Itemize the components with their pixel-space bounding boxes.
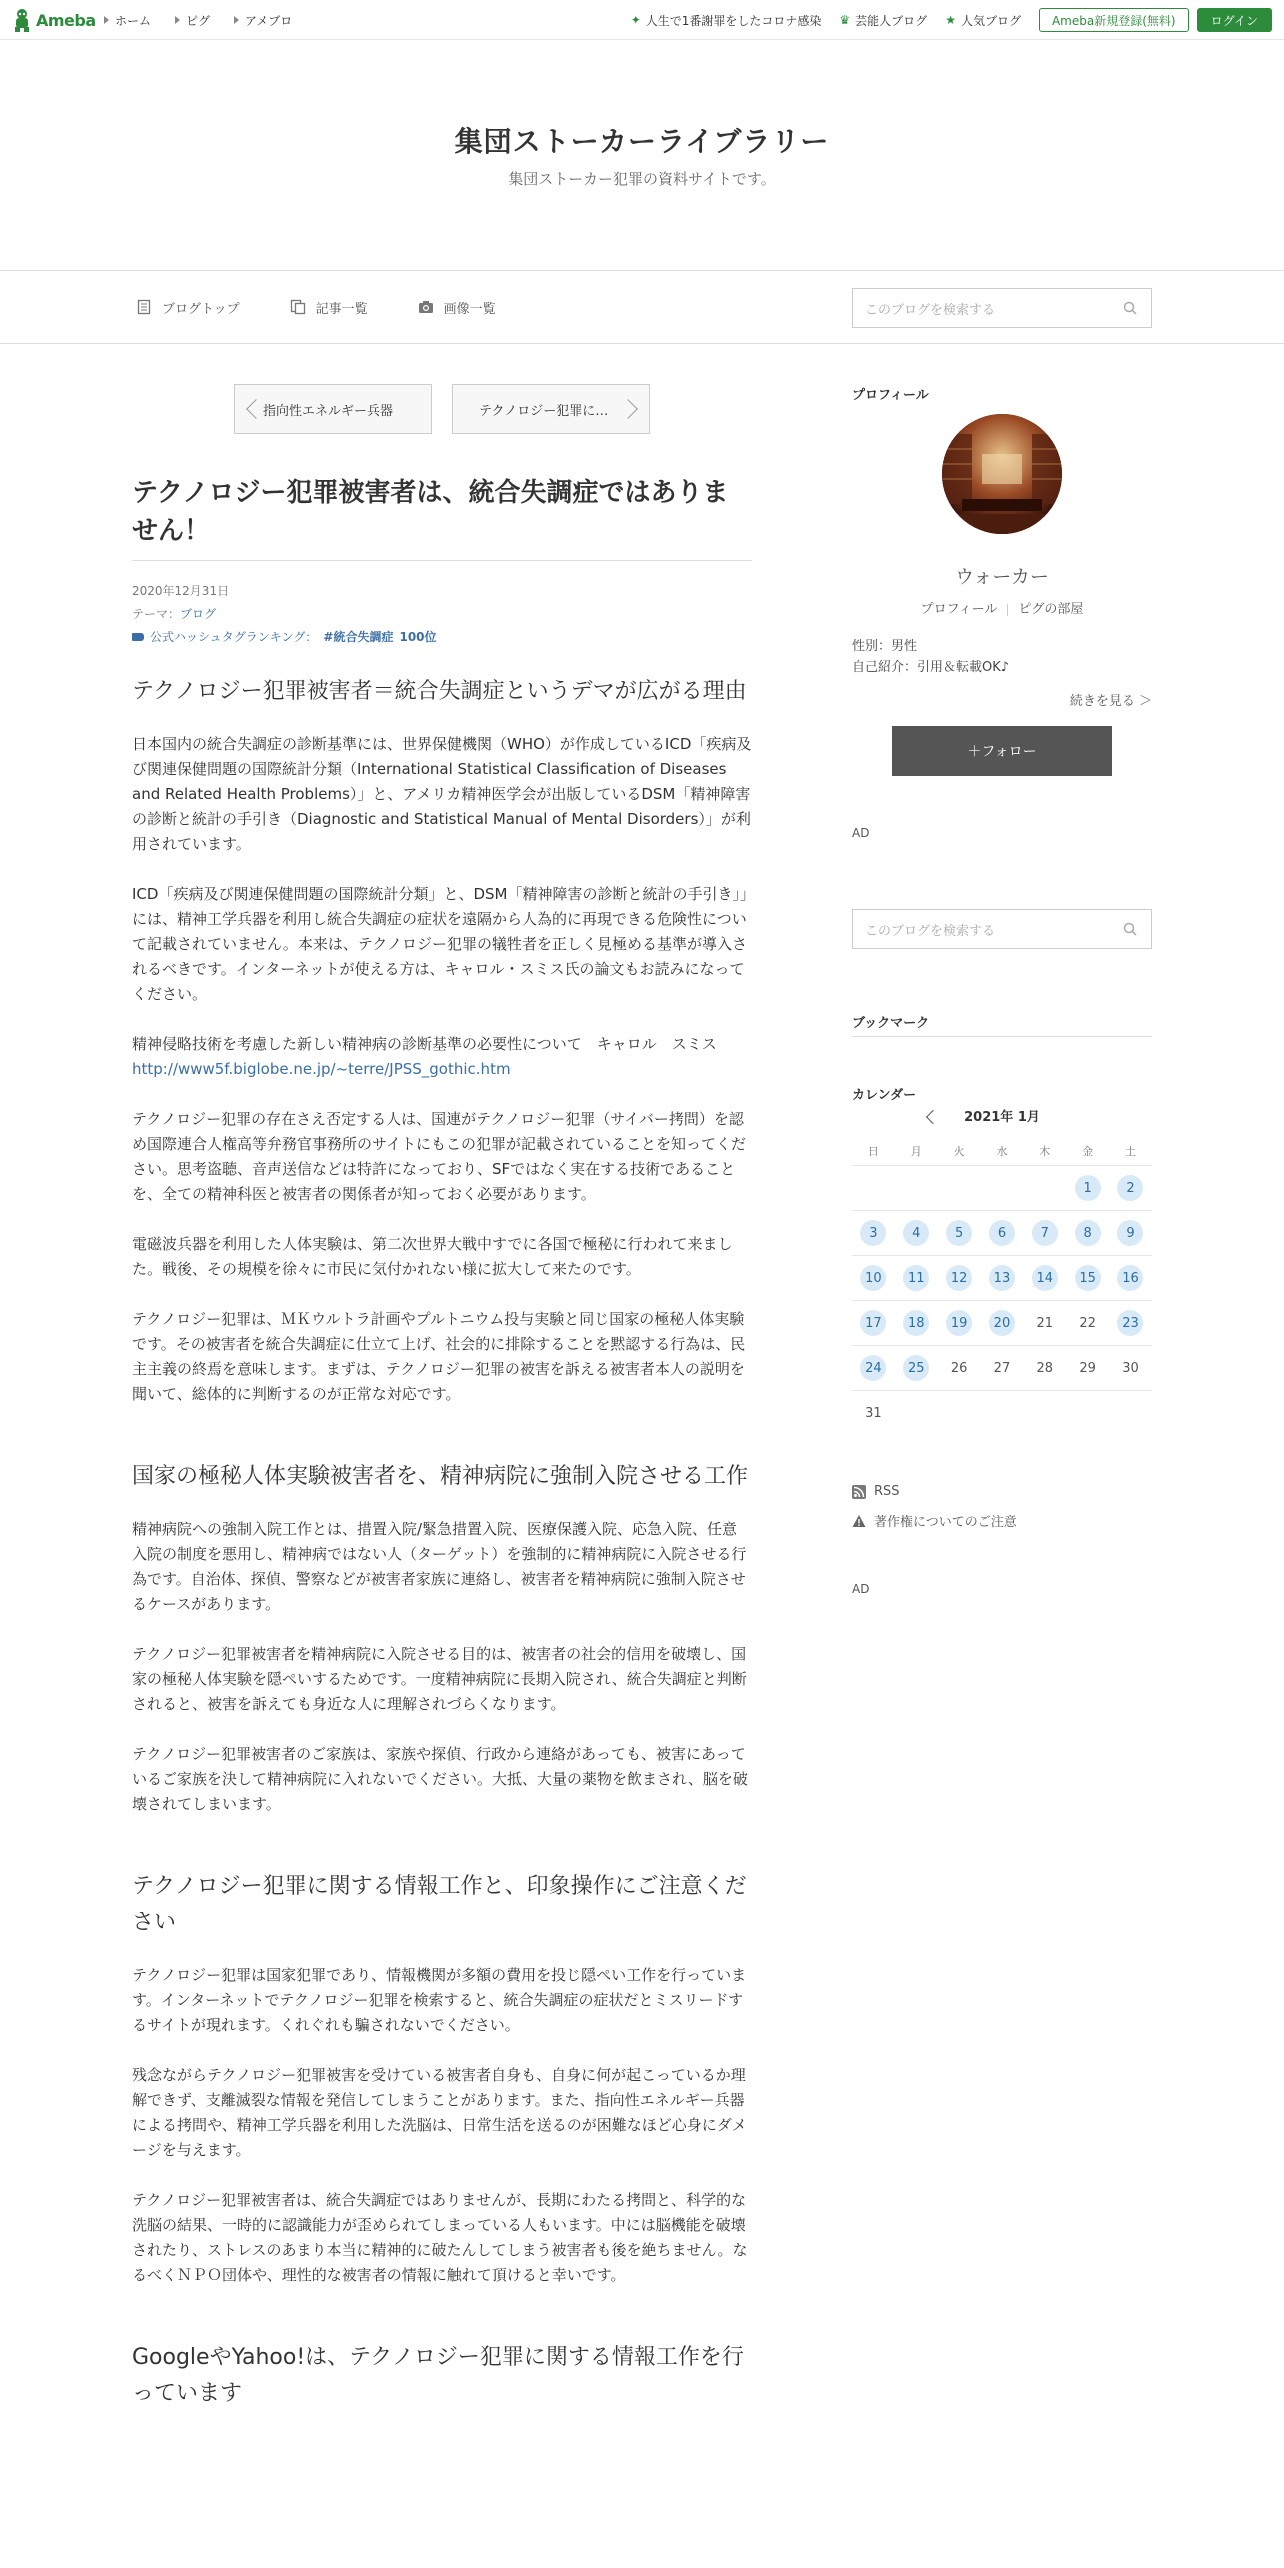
calendar-week [852,1301,1152,1346]
calendar-cell [1109,1220,1152,1246]
calendar-week [852,1166,1152,1211]
camera-icon [418,299,434,315]
profile-more-link[interactable]: 続きを見る ＞ [1069,694,1152,709]
sidebar-search-placeholder: このブログを検索する [865,923,996,939]
tag-icon [132,633,144,641]
calendar-cell [1023,1310,1066,1336]
caret-icon [104,16,109,24]
article-pager [234,384,670,434]
theme-label: テーマ： [132,607,181,621]
paragraph [132,1963,752,2038]
nav-article-list[interactable] [290,298,368,317]
calendar-day-with-post[interactable]: 3 [860,1220,886,1246]
calendar-week [852,1391,1152,1436]
calendar-day-with-post[interactable]: 11 [903,1265,929,1291]
search-icon[interactable] [1123,922,1137,936]
next-article-button[interactable] [452,384,650,434]
calendar-cell [981,1355,1024,1381]
paragraph [132,1107,752,1207]
calendar-cell [938,1355,981,1381]
calendar-cell [938,1265,981,1291]
profile-intro: 自己紹介：引用＆転載OK♪ [852,660,1010,675]
calendar-cell [852,1220,895,1246]
calendar-week [852,1256,1152,1301]
theme-link[interactable]: ブログ [180,607,217,621]
copyright-link[interactable] [852,1511,1017,1530]
section-heading: 国家の極秘人体実験被害者を、精神病院に強制入院させる工作 [132,1464,749,1489]
calendar-cell [852,1401,895,1427]
rss-link[interactable] [852,1484,900,1499]
blog-header [0,40,1284,270]
nav-blog-top[interactable] [136,298,240,317]
calendar-day-with-post[interactable]: 12 [946,1265,972,1291]
calendar-cell [1109,1175,1152,1201]
register-button[interactable]: Ameba新規登録(無料) [1039,8,1189,32]
calendar-weekday: 日 [867,1144,879,1158]
calendar-day-with-post[interactable]: 2 [1117,1175,1143,1201]
article-title: テクノロジー犯罪被害者は、統合失調症ではありません！ [132,478,729,546]
paragraph [132,1307,752,1407]
calendar-day-with-post[interactable]: 19 [946,1310,972,1336]
calendar-day-with-post[interactable]: 18 [903,1310,929,1336]
warning-icon [852,1514,866,1528]
calendar-weekday: 火 [953,1144,965,1158]
copy-icon [290,299,306,315]
paragraph-text: テクノロジー犯罪被害者は、統合失調症ではありませんが、長期にわたる拷問と、科学的な洗脳の結果、一時的に認識能力が歪められてしまっている人もいます。中には脳機能を破壊されたり、ストレスのあまり本当に精神的に破たんしてしまう被害者も後を絶ちません。なるべくＮＰＯ団体や、理性的な被害者の情報に触れて頂けると幸いです。 [132,2191,748,2284]
ranking-label: 公式ハッシュタグランキング： [150,630,318,644]
profile-avatar[interactable] [942,414,1062,534]
calendar-cell [895,1355,938,1381]
calendar-day-with-post[interactable]: 24 [860,1355,886,1381]
paragraph-text: テクノロジー犯罪は国家犯罪であり、情報機関が多額の費用を投じ隠ぺい工作を行っています。インターネットでテクノロジー犯罪を検索すると、統合失調症の症状だとミスリードするサイトが現れます。くれぐれも騙されないでください。 [132,1966,747,2034]
paragraph-text: テクノロジー犯罪被害者を精神病院に入院させる目的は、被害者の社会的信用を破壊し、国家の極秘人体実験を隠ぺいするためです。一度精神病院に長期入院され、統合失調症と判断されると、被害を訴えても身近な人に理解されづらくなります。 [132,1645,747,1713]
ameba-logo-icon [12,7,32,33]
calendar-month: 2021年 1月 [964,1110,1040,1125]
sidebar-search-input[interactable] [852,909,1152,949]
calendar-day-with-post[interactable]: 16 [1117,1265,1143,1291]
paragraph-text: テクノロジー犯罪被害者のご家族は、家族や探偵、行政から連絡があっても、被害にあっているご家族を決して精神病院に入れないでください。大抵、大量の薬物を飲まされ、脳を破壊されてしまいます。 [132,1745,748,1813]
ad-label: AD [852,826,870,840]
crown-icon: ♛ [839,13,851,27]
global-nav [104,0,316,40]
calendar-day-with-post[interactable]: 9 [1117,1220,1143,1246]
blog-nav [0,270,1284,344]
calendar-cell [1066,1175,1109,1201]
calendar-day-with-post[interactable]: 1 [1075,1175,1101,1201]
paragraph-text: 電磁波兵器を利用した人体実験は、第二次世界大戦中すでに各国で極秘に行われて来ました。戦後、その規模を徐々に市民に気付かれない様に拡大して来たのです。 [132,1235,733,1278]
blog-description: 集団ストーカー犯罪の資料サイトです。 [508,170,776,188]
next-article-label: テクノロジー犯罪に… [479,403,609,419]
global-header [0,0,1284,40]
follow-button[interactable]: ＋フォロー [892,726,1112,776]
title-divider [132,560,752,561]
calendar-cell [1023,1220,1066,1246]
calendar-week [852,1346,1152,1391]
calendar-cell [1066,1265,1109,1291]
calendar-day: 27 [993,1360,1011,1376]
logo-text: Ameba [36,10,96,30]
calendar-cell [895,1265,938,1291]
paragraph-text: 精神侵略技術を考慮した新しい精神病の診断基準の必要性について キャロル スミス [132,1035,717,1053]
nav-pigg[interactable] [175,12,210,29]
calendar-cell [895,1310,938,1336]
calendar-cell [981,1220,1024,1246]
calendar-cell [1023,1355,1066,1381]
paragraph-text: 精神病院への強制入院工作とは、措置入院/緊急措置入院、医療保護入院、応急入院、任意入院の制度を悪用し、精神病ではない人（ターゲット）を強制的に精神病院に入院させる行為です。自治体、探偵、警察などが被害者家族に連絡し、被害者を精神病院に強制入院させるケースがあります。 [132,1520,747,1613]
external-link[interactable]: http://www5f.biglobe.ne.jp/~terre/JPSS_gothic.htm [132,1060,511,1078]
calendar-cell [852,1310,895,1336]
calendar-cell [1066,1220,1109,1246]
calendar-heading: カレンダー [852,1088,917,1103]
calendar-day-with-post[interactable]: 6 [989,1220,1015,1246]
blog-search-placeholder: このブログを検索する [865,302,996,318]
link-popular-label: 人気ブログ [960,13,1021,28]
paragraph-text: ICD「疾病及び関連保健問題の国際統計分類」と、DSM「精神障害の診断と統計の手引き」」には、精神工学兵器を利用し統合失調症の症状を遠隔から人為的に再現できる危険性について記載されていません。本来は、テクノロジー犯罪の犠牲者を正しく見極める基準が導入されるべきです。インターネットが使える方は、キャロル・スミス氏の論文もお読みになってください。 [132,885,748,1003]
bookmark-divider [852,1036,1152,1037]
calendar-weekday: 木 [1039,1144,1051,1158]
calendar-day-with-post[interactable]: 8 [1075,1220,1101,1246]
login-button[interactable]: ログイン [1197,8,1272,32]
calendar-cell [938,1220,981,1246]
calendar-day-with-post[interactable]: 17 [860,1310,886,1336]
profile-name[interactable]: ウォーカー [955,566,1049,588]
caret-icon [175,16,180,24]
calendar-day: 26 [950,1360,968,1376]
link-trending[interactable] [631,12,822,29]
calendar-day: 21 [1036,1315,1054,1331]
calendar-grid [852,1136,1152,1436]
hashtag-ranking[interactable] [132,628,437,645]
copyright-label: 著作権についてのご注意 [874,1515,1017,1530]
section-heading: GoogleやYahoo!は、テクノロジー犯罪に関する情報工作を行っています [132,2345,744,2406]
calendar-cell [895,1220,938,1246]
nav-image-list-label: 画像一覧 [443,301,496,317]
paragraph [132,1642,752,1717]
profile-links [852,598,1152,617]
paragraph [132,882,752,1007]
chevron-right-icon [618,399,638,419]
calendar-day-with-post[interactable]: 5 [946,1220,972,1246]
bookmark-heading: ブックマーク [852,1016,930,1031]
paragraph [132,1232,752,1282]
caret-icon [234,16,239,24]
link-trending-label: 人生で1番謝罪をしたコロナ感染 [645,13,822,28]
blog-title[interactable]: 集団ストーカーライブラリー [454,125,830,158]
calendar-weekday: 水 [996,1144,1008,1158]
nav-pigg-label: ピグ [186,13,211,28]
calendar-cell [1109,1310,1152,1336]
paragraph [132,1032,752,1082]
calendar-day-with-post[interactable]: 13 [989,1265,1015,1291]
calendar-cell [1109,1265,1152,1291]
prev-article-label: 指向性エネルギー兵器 [263,403,394,419]
global-right [631,0,1272,40]
calendar-weekday: 金 [1082,1144,1094,1158]
calendar-day-with-post[interactable]: 7 [1032,1220,1058,1246]
nav-article-list-label: 記事一覧 [315,301,368,317]
ranking-tag: #統合失調症 [323,630,394,644]
calendar-day: 31 [865,1406,882,1421]
link-celebrity-label: 芸能人ブログ [855,13,928,28]
nav-home-label: ホーム [115,13,152,28]
prev-article-button[interactable] [234,384,432,434]
ad-label: AD [852,1582,870,1596]
article-theme [132,605,216,622]
article-date: 2020年12月31日 [132,584,230,598]
calendar-week [852,1211,1152,1256]
sparkle-icon: ✦ [630,13,641,27]
calendar-day-with-post[interactable]: 20 [989,1310,1015,1336]
calendar-cell [938,1310,981,1336]
calendar-cell [1109,1355,1152,1381]
paragraph [132,2188,752,2288]
paragraph-text: テクノロジー犯罪は、ＭＫウルトラ計画やプルトニウム投与実験と同じ国家の極秘人体実験です。その被害者を統合失調症に仕立て上げ、社会的に排除することを黙認する行為は、民主主義の終焉を意味します。まずは、テクノロジー犯罪の被害を訴える被害者本人の説明を聞いて、総体的に判断するのが正常な対応です。 [132,1310,746,1403]
nav-image-list[interactable] [418,298,496,317]
paragraph [132,1742,752,1817]
divider [1007,604,1008,616]
profile-link[interactable]: プロフィール [920,602,998,617]
library-photo [942,414,1062,534]
calendar-cell [852,1265,895,1291]
calendar-day-with-post[interactable]: 23 [1117,1310,1143,1336]
search-icon[interactable] [1123,301,1137,315]
profile-heading: プロフィール [852,388,929,403]
calendar-day-with-post[interactable]: 25 [903,1355,929,1381]
calendar-day-with-post[interactable]: 15 [1075,1265,1101,1291]
blog-search-input[interactable] [852,288,1152,328]
calendar-day-with-post[interactable]: 10 [860,1265,886,1291]
star-icon: ★ [945,13,956,27]
calendar-day: 29 [1079,1360,1096,1376]
calendar-day: 30 [1122,1360,1139,1376]
section-heading: テクノロジー犯罪被害者＝統合失調症というデマが広がる理由 [132,679,747,704]
nav-blog-top-label: ブログトップ [162,301,240,317]
nav-ameblo-label: アメブロ [245,13,293,28]
calendar-day: 22 [1079,1315,1096,1331]
calendar-day: 28 [1036,1360,1054,1376]
nav-home[interactable] [104,12,151,29]
calendar-cell [852,1355,895,1381]
calendar-cell [1066,1310,1109,1336]
calendar-weekday-row [852,1136,1152,1166]
calendar-cell [1023,1265,1066,1291]
nav-ameblo[interactable] [234,12,292,29]
paragraph [132,2063,752,2163]
paragraph [132,732,752,857]
calendar-weekday: 土 [1124,1144,1136,1158]
calendar-cell [1066,1355,1109,1381]
rss-label: RSS [874,1484,900,1499]
calendar-cell [981,1310,1024,1336]
ranking-position: 100位 [399,630,437,644]
calendar-cell [981,1265,1024,1291]
link-celebrity-blog[interactable] [839,12,927,29]
ameba-logo[interactable] [12,7,96,33]
link-popular-blog[interactable] [945,12,1021,29]
profile-info [852,636,1009,678]
calendar-day-with-post[interactable]: 4 [903,1220,929,1246]
paragraph-text: 残念ながらテクノロジー犯罪被害を受けている被害者自身も、自身に何が起こっているか理解できず、支離滅裂な情報を発信してしまうことがあります。また、指向性エネルギー兵器による拷問や、精神工学兵器を利用した洗脳は、日常生活を送るのが困難なほど心身にダメージを与えます。 [132,2066,747,2159]
profile-gender: 性別：男性 [852,639,918,654]
rss-icon [852,1485,866,1499]
calendar-day-with-post[interactable]: 14 [1032,1265,1058,1291]
paragraph-text: 日本国内の統合失調症の診断基準には、世界保健機関（WHO）が作成しているICD「疾病及び関連保健問題の国際統計分類（International Statistical Classification of Diseases and Related Health Problems）」と、アメリカ精神医学会が出版しているDSM「精神障害の診断と統計の手引き（Diagnostic and Statistical Manual of Mental Disorders）」が利用されています。 [132,735,752,853]
calendar-weekday: 月 [910,1144,922,1158]
section-heading: テクノロジー犯罪に関する情報工作と、印象操作にご注意ください [132,1874,747,1935]
pigg-room-link[interactable]: ピグの部屋 [1018,602,1084,617]
paragraph [132,1517,752,1617]
article-body [132,674,752,2412]
document-icon [136,299,152,315]
paragraph-text: テクノロジー犯罪の存在さえ否定する人は、国連がテクノロジー犯罪（サイバー拷問）を認め国際連合人権高等弁務官事務所のサイトにもこの犯罪が記載されていることを知ってください。思考盗聴、音声送信などは特許になっており、SFではなく実在する技術であることを、全ての精神科医と被害者の関係者が知っておく必要があります。 [132,1110,746,1203]
